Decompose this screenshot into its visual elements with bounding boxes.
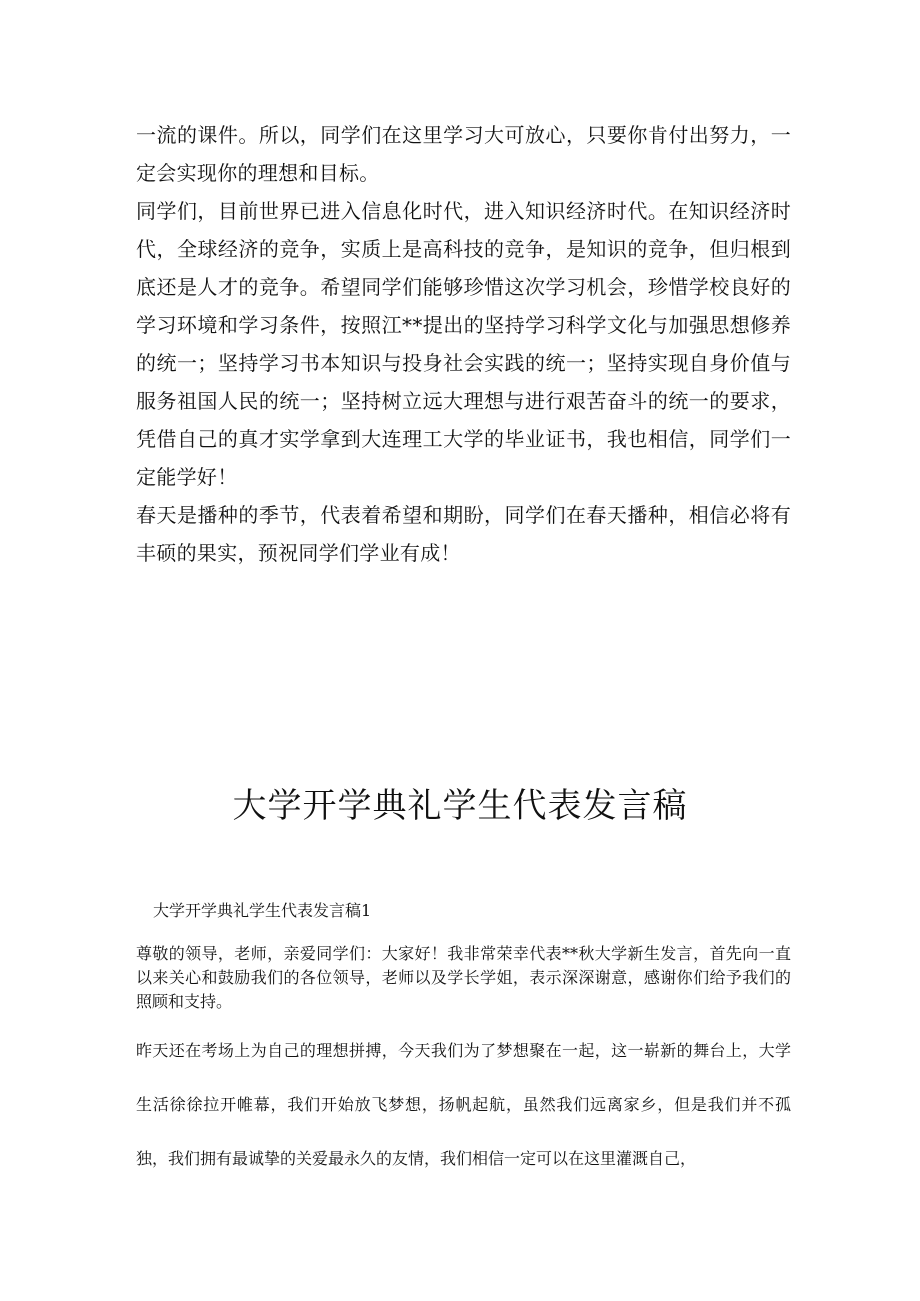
document-title: 大学开学典礼学生代表发言稿 [232,786,688,826]
paragraph-closing-course: 一流的课件。所以，同学们在这里学习大可放心，只要你肯付出努力，一定会实现你的理想和目标。 [136,123,791,185]
speech-one-section [136,942,791,1186]
paragraph-spring-wishes: 春天是播种的季节，代表着希望和期盼，同学们在春天播种，相信必将有丰硕的果实，预祝同学们学业有成！ [136,503,791,565]
paragraph-knowledge-economy: 同学们，目前世界已进入信息化时代，进入知识经济时代。在知识经济时代，全球经济的竞争，实质上是高科技的竞争，是知识的竞争，但归根到底还是人才的竞争。希望同学们能够珍惜这次学习机会，珍惜学校良好的学习环境和学习条件，按照江**提出的坚持学习科学文化与加强思想修养的统一；坚持学习书本知识与投身社会实践的统一；坚持实现自身价值与服务祖国人民的统一；坚持树立远大理想与进行艰苦奋斗的统一的要求，凭借自己的真才实学拿到大连理工大学的毕业证书，我也相信，同学们一定能学好！ [136,199,791,489]
paragraph-greeting: 尊敬的领导，老师，亲爱同学们：大家好！我非常荣幸代表**秋大学新生发言，首先向一直以来关心和鼓励我们的各位领导，老师以及学长学姐，表示深深谢意，感谢你们给予我们的照顾和支持。 [136,944,791,1011]
paragraph-dream-together: 昨天还在考场上为自己的理想拼搏，今天我们为了梦想聚在一起，这一崭新的舞台上，大学生活徐徐拉开帷幕，我们开始放飞梦想，扬帆起航，虽然我们远离家乡，但是我们并不孤独，我们拥有最诚挚的关爱最永久的友情，我们相信一定可以在这里灌溉自己， [136,1041,791,1168]
speech-subtitle: 大学开学典礼学生代表发言稿1 [153,901,372,920]
continued-speech-section [136,116,791,572]
